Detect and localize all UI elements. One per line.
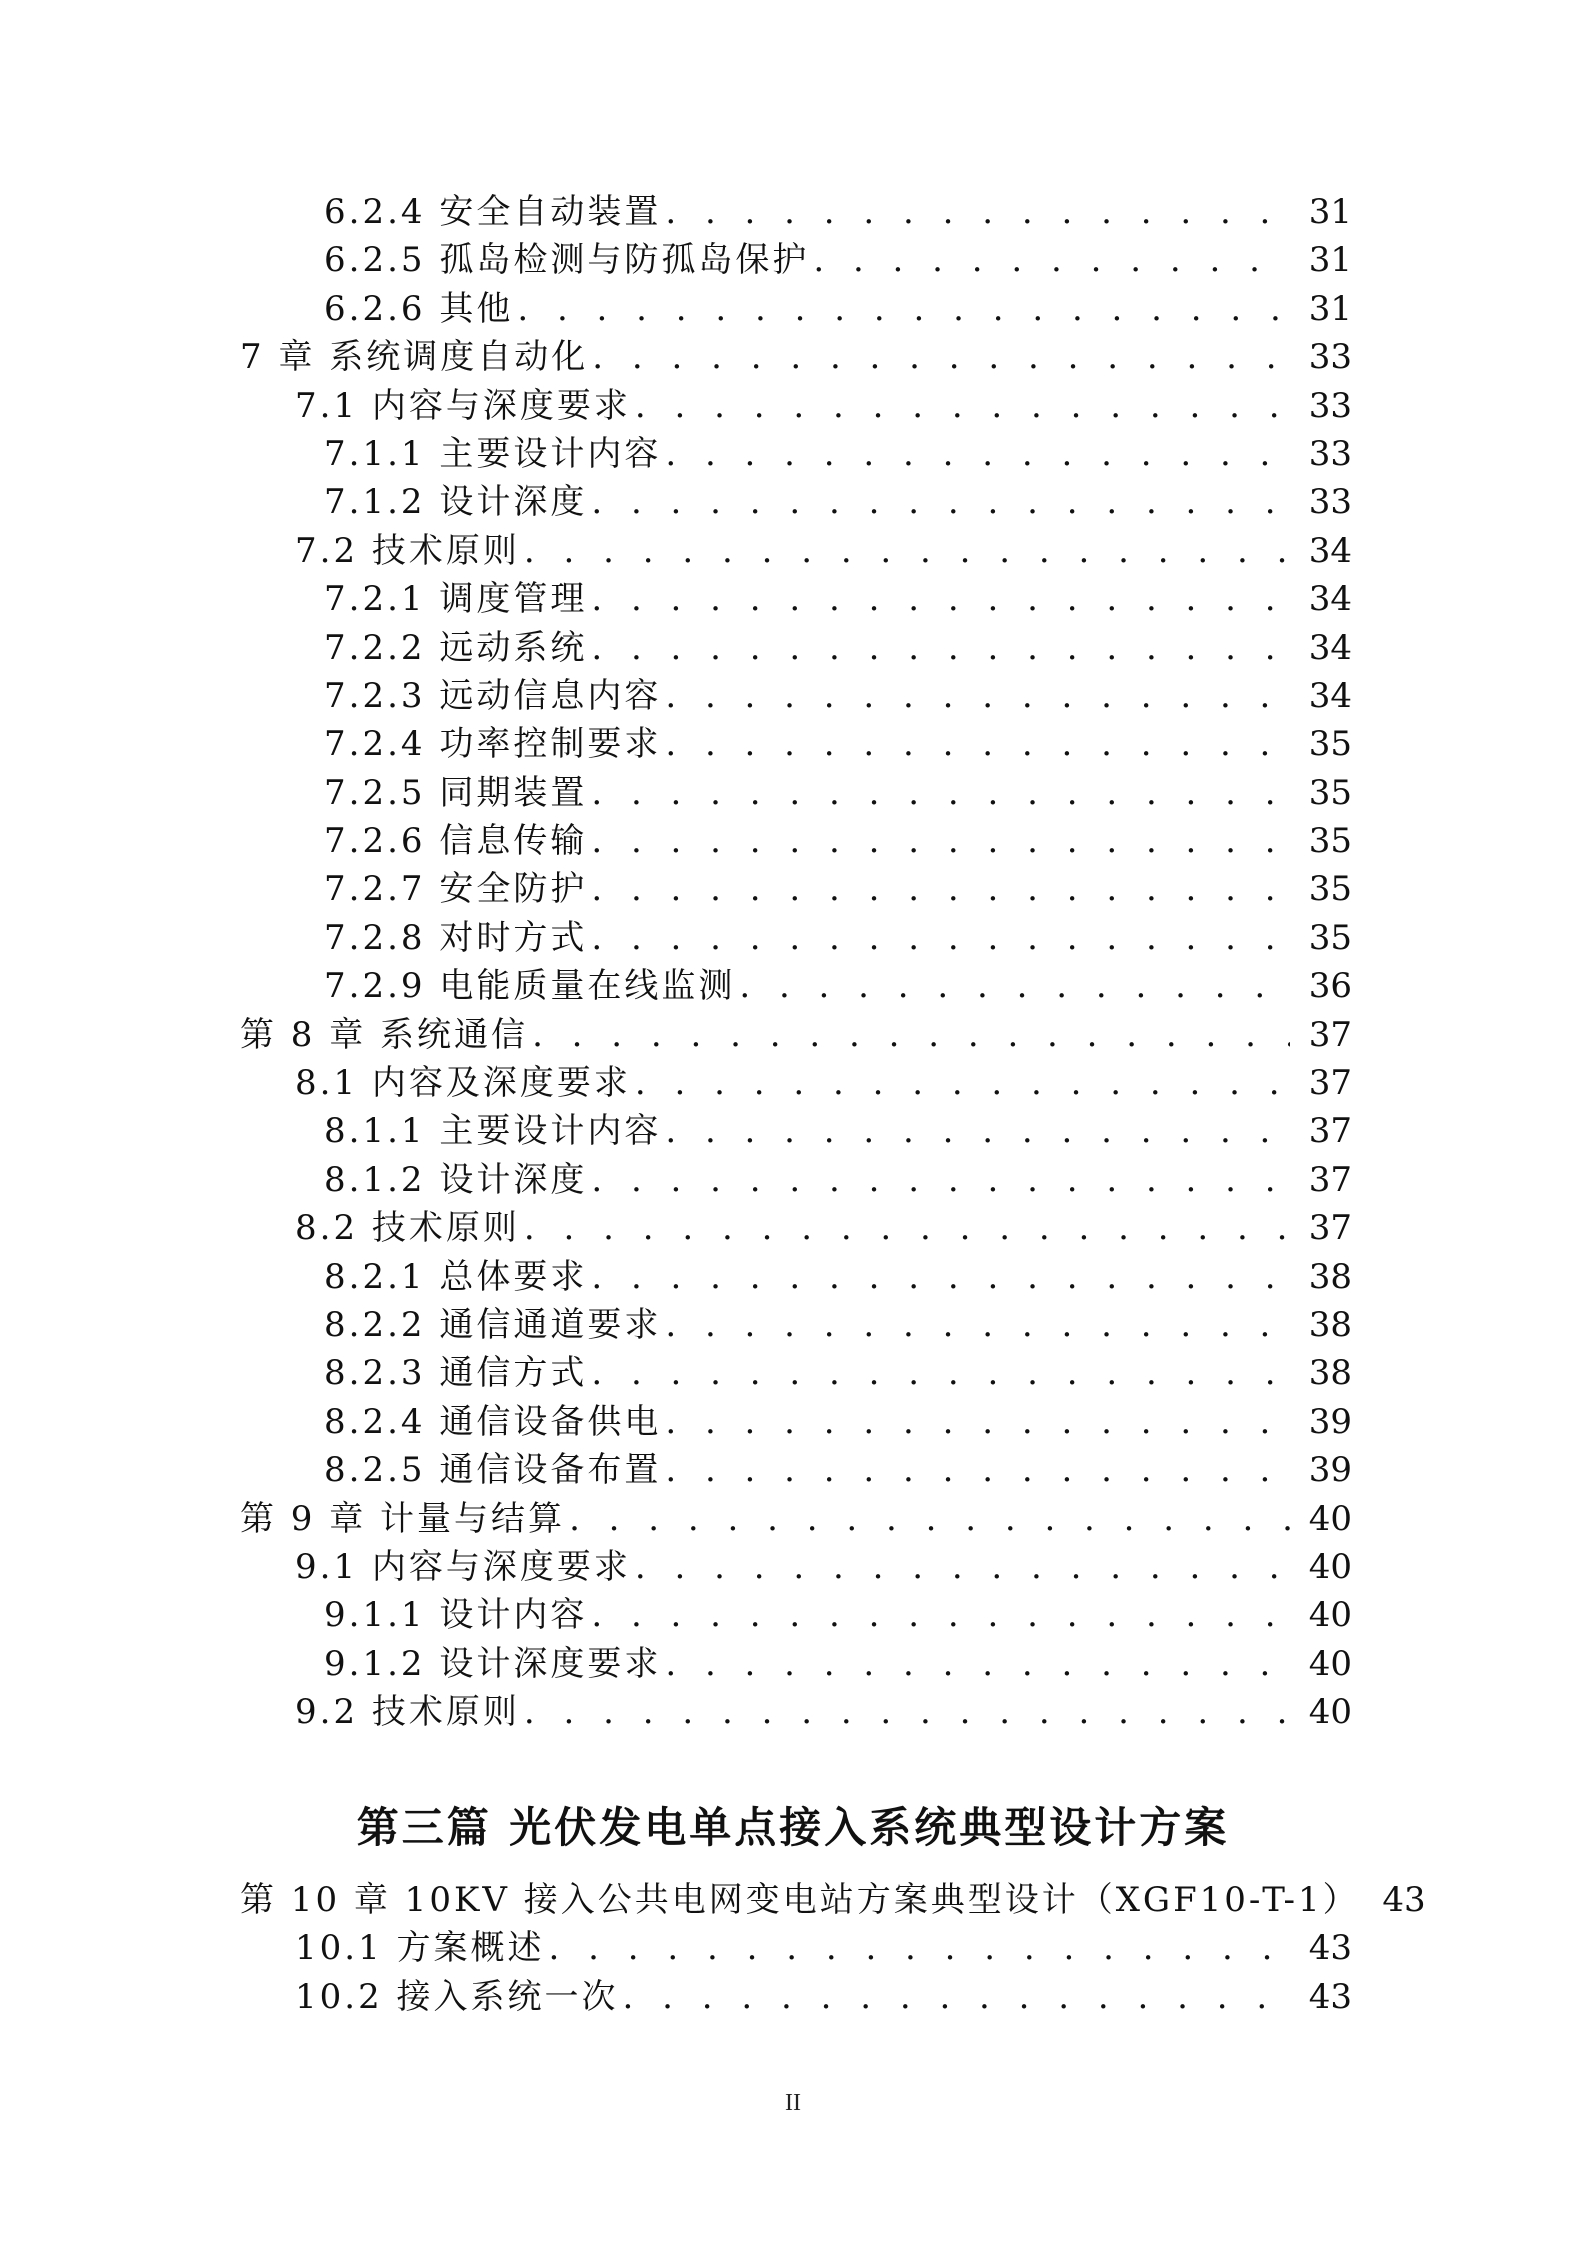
toc-entry[interactable] (240, 1107, 1352, 1155)
toc-page-number: 37 (1308, 1063, 1352, 1104)
toc-page-number: 35 (1308, 917, 1352, 958)
toc-dot-leader (524, 527, 1290, 575)
toc-entry[interactable] (240, 527, 1352, 575)
toc-entry-label: 8.2.4 通信设备供电 (324, 1401, 662, 1442)
toc-dot-leader (665, 188, 1290, 236)
toc-entry-label: 9.1.2 设计深度要求 (324, 1643, 662, 1684)
toc-dot-leader (665, 1640, 1290, 1688)
toc-entry-label: 10.2 接入系统一次 (295, 1976, 619, 2017)
toc-entry[interactable] (240, 1924, 1352, 1972)
toc-entry[interactable] (240, 672, 1352, 720)
toc-dot-leader (591, 1591, 1290, 1639)
toc-page-number: 33 (1308, 337, 1352, 378)
toc-entry-label: 7.2.8 对时方式 (324, 917, 588, 958)
toc-dot-leader (623, 1973, 1290, 2021)
toc-entry[interactable] (240, 1688, 1352, 1736)
toc-dot-leader (665, 1398, 1290, 1446)
toc-dot-leader (813, 236, 1290, 284)
toc-page-number: 35 (1308, 772, 1352, 813)
toc-page-number: 38 (1308, 1304, 1352, 1345)
toc-dot-leader (591, 914, 1290, 962)
toc-page-number: 33 (1308, 385, 1352, 426)
toc-entry[interactable] (240, 1156, 1352, 1204)
toc-dot-leader (635, 1059, 1290, 1107)
toc-dot-leader (591, 1349, 1290, 1397)
toc-entry-label: 7.1.2 设计深度 (324, 482, 588, 523)
toc-entry-label: 7.2.2 远动系统 (324, 627, 588, 668)
toc-entry[interactable] (240, 817, 1352, 865)
toc-page-number: 34 (1308, 675, 1352, 716)
toc-entry[interactable] (240, 865, 1352, 913)
toc-entry-label: 8.2 技术原则 (295, 1208, 520, 1249)
toc-entry-label: 10.1 方案概述 (295, 1928, 545, 1969)
toc-dot-leader (591, 624, 1290, 672)
toc-entry-label: 7.2.6 信息传输 (324, 821, 588, 862)
toc-entry-label: 7.2.4 功率控制要求 (324, 724, 662, 765)
part-title: 第三篇 光伏发电单点接入系统典型设计方案 (356, 1803, 1230, 1852)
toc-page-number: 35 (1308, 869, 1352, 910)
toc-entry[interactable] (240, 382, 1352, 430)
toc-entry[interactable] (240, 962, 1352, 1010)
toc-entry-label: 8.2.1 总体要求 (324, 1256, 588, 1297)
toc-page-number: 40 (1308, 1498, 1352, 1539)
toc-entry-label: 7.2.5 同期装置 (324, 772, 588, 813)
toc-page-number: 35 (1308, 821, 1352, 862)
toc-dot-leader (524, 1688, 1290, 1736)
toc-entry[interactable] (240, 1876, 1426, 1924)
toc-entry-label: 8.2.2 通信通道要求 (324, 1304, 662, 1345)
toc-entry-label: 7.2 技术原则 (295, 530, 520, 571)
toc-entry[interactable] (240, 1973, 1352, 2021)
toc-entry[interactable] (240, 1011, 1352, 1059)
toc-page-number: 40 (1308, 1643, 1352, 1684)
toc-dot-leader (549, 1924, 1290, 1972)
toc-entry[interactable] (240, 769, 1352, 817)
toc-entry-label: 9.1 内容与深度要求 (295, 1546, 631, 1587)
toc-dot-leader (569, 1495, 1290, 1543)
toc-page-number: 31 (1308, 288, 1352, 329)
toc-dot-leader (591, 575, 1290, 623)
toc-dot-leader (665, 1107, 1290, 1155)
toc-dot-leader (592, 333, 1290, 381)
toc-page-number: 33 (1308, 482, 1352, 523)
toc-entry[interactable] (240, 478, 1352, 526)
toc-dot-leader (739, 962, 1290, 1010)
toc-page-number: 31 (1308, 192, 1352, 232)
toc-page-number: 31 (1308, 240, 1352, 281)
toc-entry-label: 第 10 章 10KV 接入公共电网变电站方案典型设计（XGF10-T-1） (240, 1880, 1360, 1920)
toc-entry-label: 9.2 技术原则 (295, 1692, 520, 1733)
toc-dot-leader (591, 817, 1290, 865)
toc-page-number: 34 (1308, 579, 1352, 620)
toc-entry[interactable] (240, 1591, 1352, 1639)
toc-dot-leader (635, 1543, 1290, 1591)
toc-page-number: 40 (1308, 1692, 1352, 1733)
toc-dot-leader (665, 672, 1290, 720)
toc-page-number: 43 (1308, 1976, 1352, 2017)
toc-entry[interactable] (240, 1495, 1352, 1543)
toc-entry-label: 7.2.3 远动信息内容 (324, 675, 662, 716)
toc-entry-label: 7.1.1 主要设计内容 (324, 433, 662, 474)
toc-entry[interactable] (240, 333, 1352, 381)
toc-entry-label: 7.2.1 调度管理 (324, 579, 588, 620)
toc-entry[interactable] (240, 1543, 1352, 1591)
toc-dot-leader (591, 1253, 1290, 1301)
toc-entry-label: 8.1.1 主要设计内容 (324, 1111, 662, 1152)
toc-page-number: 38 (1308, 1353, 1352, 1394)
toc-page-number: 37 (1308, 1111, 1352, 1152)
toc-dot-leader (532, 1011, 1290, 1059)
toc-dot-leader (665, 1301, 1290, 1349)
toc-entry-label: 8.1 内容及深度要求 (295, 1063, 631, 1104)
toc-entry[interactable] (240, 1204, 1352, 1252)
toc-entry-label: 第 9 章 计量与结算 (240, 1498, 566, 1539)
toc-entry[interactable] (240, 720, 1352, 768)
toc-dot-leader (524, 1204, 1290, 1252)
toc-page-number: 35 (1308, 724, 1352, 765)
toc-dot-leader (665, 720, 1290, 768)
toc-entry-label: 第 8 章 系统通信 (240, 1014, 529, 1055)
toc-entry[interactable] (240, 1253, 1352, 1301)
toc-dot-leader (591, 478, 1290, 526)
toc-entry[interactable] (240, 575, 1352, 623)
toc-page-number: 37 (1308, 1208, 1352, 1249)
toc-entry[interactable] (240, 430, 1352, 478)
table-of-contents (240, 188, 1352, 1737)
toc-entry[interactable] (240, 188, 1352, 236)
toc-page-number: 38 (1308, 1256, 1352, 1297)
toc-entry[interactable] (240, 1446, 1352, 1494)
toc-entry[interactable] (240, 1640, 1352, 1688)
toc-entry-label: 7.2.9 电能质量在线监测 (324, 966, 736, 1007)
toc-page-number: 43 (1308, 1928, 1352, 1969)
toc-page-number: 34 (1308, 627, 1352, 668)
toc-dot-leader (591, 1156, 1290, 1204)
toc-page-number: 37 (1308, 1159, 1352, 1200)
toc-dot-leader (591, 865, 1290, 913)
toc-entry[interactable] (240, 624, 1352, 672)
toc-entry[interactable] (240, 1059, 1352, 1107)
toc-entry-label: 8.2.3 通信方式 (324, 1353, 588, 1394)
table-of-contents-part-3 (240, 1876, 1426, 2021)
toc-page-number: 34 (1308, 530, 1352, 571)
toc-page-number: 36 (1308, 966, 1352, 1007)
toc-page-number: 39 (1308, 1401, 1352, 1442)
page-number-footer: II (785, 2090, 801, 2116)
toc-dot-leader (665, 1446, 1290, 1494)
toc-entry-label: 6.2.6 其他 (324, 288, 514, 329)
toc-page-number: 40 (1308, 1546, 1352, 1587)
toc-entry[interactable] (240, 1349, 1352, 1397)
toc-entry-label: 6.2.4 安全自动装置 (324, 192, 662, 232)
toc-dot-leader (665, 430, 1290, 478)
toc-entry-label: 8.1.2 设计深度 (324, 1159, 588, 1200)
toc-entry[interactable] (240, 236, 1352, 284)
toc-page-number: 40 (1308, 1595, 1352, 1636)
toc-page-number: 37 (1308, 1014, 1352, 1055)
toc-page-number: 33 (1308, 433, 1352, 474)
toc-entry-label: 7.2.7 安全防护 (324, 869, 588, 910)
toc-page-number: 39 (1308, 1450, 1352, 1491)
toc-entry[interactable] (240, 914, 1352, 962)
toc-entry-label: 7.1 内容与深度要求 (295, 385, 631, 426)
toc-page-number: 43 (1382, 1880, 1426, 1920)
toc-entry[interactable] (240, 285, 1352, 333)
toc-entry[interactable] (240, 1398, 1352, 1446)
toc-dot-leader (635, 382, 1290, 430)
toc-dot-leader (591, 769, 1290, 817)
toc-entry-label: 7 章 系统调度自动化 (240, 337, 589, 378)
toc-entry-label: 6.2.5 孤岛检测与防孤岛保护 (324, 240, 810, 281)
toc-entry-label: 9.1.1 设计内容 (324, 1595, 588, 1636)
toc-dot-leader (517, 285, 1290, 333)
toc-entry[interactable] (240, 1301, 1352, 1349)
toc-entry-label: 8.2.5 通信设备布置 (324, 1450, 662, 1491)
